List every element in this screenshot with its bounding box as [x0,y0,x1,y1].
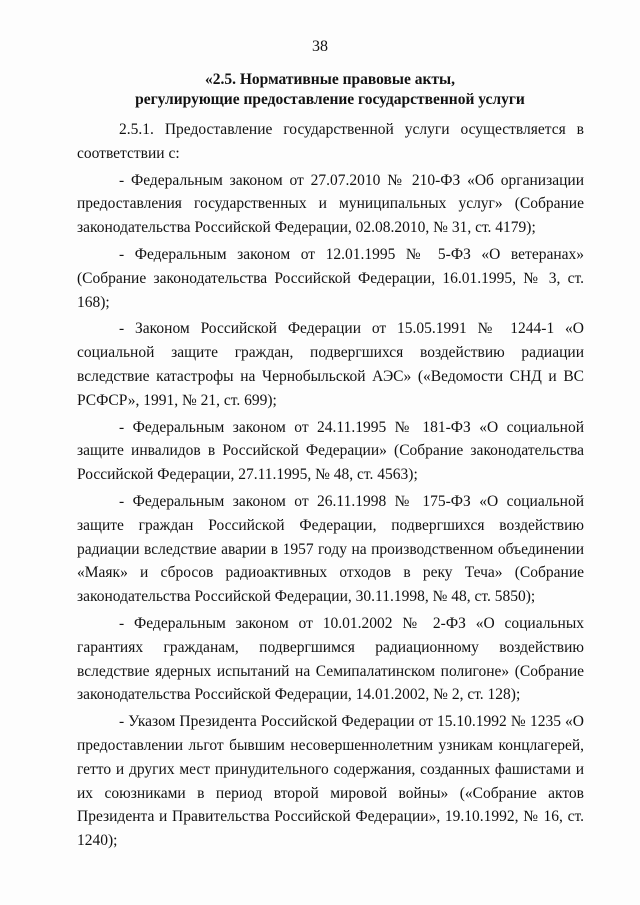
paragraph-law-5fz: - Федеральным законом от 12.01.1995 № 5-ФЗ «О ветеранах» (Собрание законодательства Российской Федерации, 16.01.1995, № 3, ст. 168); [77,245,584,311]
paragraph-law-175fz: - Федеральным законом от 26.11.1998 № 175-ФЗ «О социальной защите граждан Российской Федерации, подвергшихся воздействию радиации вследствие аварии в 1957 году на производственном объединении «Маяк» и сбросов радиоактивных отходов в реку Теча» (Собрание законодательства Российской Федерации, 30.11.1998, № 48, ст. 5850); [77,492,584,606]
paragraph-law-210fz: - Федеральным законом от 27.07.2010 № 210-ФЗ «Об организации предоставления государственных и муниципальных услуг» (Собрание законодательства Российской Федерации, 02.08.2010, № 31, ст. 4179); [77,171,584,237]
paragraph-decree-1235: - Указом Президента Российской Федерации от 15.10.1992 № 1235 «О предоставлении льгот бывшим несовершеннолетним узникам концлагерей, гетто и других мест принудительного содержания, созданных фашистами и их союзниками в период второй мировой войны» («Собрание актов Президента и Правительства Российской Федерации», 19.10.1992, № 16, ст. 1240); [77,713,584,850]
paragraph-intro: 2.5.1. Предоставление государственной услуги осуществляется в соответствии с: [77,121,584,162]
paragraph-law-2fz: - Федеральным законом от 10.01.2002 № 2-ФЗ «О социальных гарантиях гражданам, подвергшимся радиационному воздействию вследствие ядерных испытаний на Семипалатинском полигоне» (Собрание законодательства Российской Федерации, 14.01.2002, № 2, ст. 128); [77,614,584,704]
section-heading-line-2: регулирующие предоставление государственной услуги [135,91,525,108]
page-number: 38 [312,38,328,55]
document-body [77,118,584,856]
paragraph-law-181fz: - Федеральным законом от 24.11.1995 № 181-ФЗ «О социальной защите инвалидов в Российской Федерации» (Собрание законодательства Российской Федерации, 27.11.1995, № 48, ст. 4563); [77,418,584,484]
section-heading-line-1: «2.5. Нормативные правовые акты, [205,71,455,88]
section-heading [100,70,560,110]
paragraph-law-1244-1: - Законом Российской Федерации от 15.05.1991 № 1244-1 «О социальной защите граждан, подвергшихся воздействию радиации вследствие катастрофы на Чернобыльской АЭС» («Ведомости СНД и ВС РСФСР», 1991, № 21, ст. 699); [77,320,584,409]
